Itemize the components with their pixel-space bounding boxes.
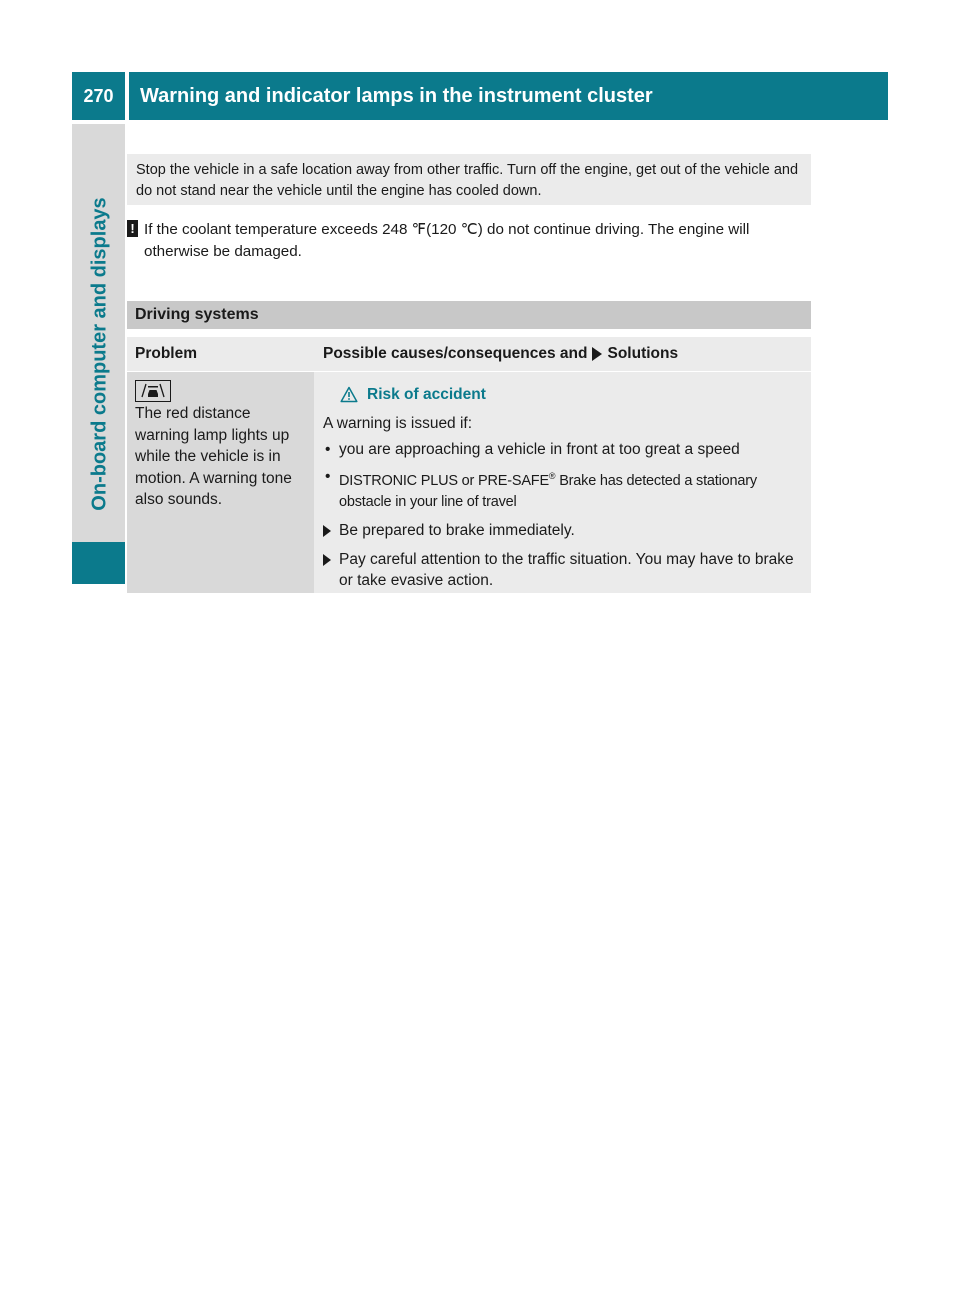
warning-triangle-icon (340, 386, 358, 403)
column-header-causes-label: Possible causes/consequences and (323, 345, 588, 362)
risk-label: Risk of accident (367, 386, 486, 403)
page-title: Warning and indicator lamps in the instrument cluster (140, 84, 653, 107)
caution-note-line2: otherwise be damaged. (144, 243, 302, 260)
column-header-problem (127, 337, 314, 371)
step-arrow-icon (323, 549, 339, 592)
issued-intro: A warning is issued if: (323, 414, 473, 432)
safety-notice (127, 154, 811, 205)
bullet-marker: • (325, 467, 331, 485)
page-number: 270 (83, 85, 114, 106)
arrow-right-icon (592, 347, 602, 361)
registered-mark: ® (548, 470, 556, 481)
risk-warning (323, 384, 805, 406)
column-header-problem-label: Problem (135, 345, 198, 362)
column-header-solutions-label: Solutions (607, 345, 679, 362)
section-header (127, 301, 811, 329)
problem-text: The red distance warning lamp lights up while the vehicle is in motion. A warning tone also sounds. (135, 405, 292, 508)
column-header-causes (314, 337, 811, 371)
instruction-step (323, 520, 805, 542)
exclamation-icon: ! (127, 220, 138, 237)
header-bar (129, 72, 888, 120)
caution-note (127, 219, 817, 263)
step-arrow-icon (323, 520, 339, 542)
distance-warning-lamp-icon (135, 380, 171, 402)
bullet-text (339, 466, 805, 514)
section-title: Driving systems (135, 306, 259, 323)
table-header (127, 337, 811, 371)
sidebar-tab-marker (72, 542, 125, 584)
problem-cell (127, 372, 314, 593)
bullet-text: you are approaching a vehicle in front at too great a speed (339, 441, 740, 458)
bullet-marker: • (325, 441, 331, 458)
list-item (323, 439, 805, 461)
safety-notice-text: Stop the vehicle in a safe location away from other traffic. Turn off the engine, get out of the vehicle and do not stand near the vehicle until the engine has cooled down. (136, 162, 799, 199)
bullet-text-main: DISTRONIC PLUS or PRE-SAFE (339, 472, 549, 489)
page-number-box (72, 72, 125, 120)
list-item (323, 466, 805, 514)
sidebar-section-label: On-board computer and displays (88, 197, 111, 511)
causes-cell (314, 372, 811, 593)
caution-note-line1: If the coolant temperature exceeds 248 ℉(120 ℃) do not continue driving. The engine will (144, 221, 750, 238)
instruction-step (323, 549, 805, 592)
step-text: Be prepared to brake immediately. (339, 522, 575, 540)
step-text: Pay careful attention to the traffic situation. You may have to brake or take evasive action. (339, 550, 794, 590)
table-row (127, 372, 811, 593)
bullet-text-rest: Brake has detected a stationary obstacle in your line of travel (339, 472, 757, 510)
